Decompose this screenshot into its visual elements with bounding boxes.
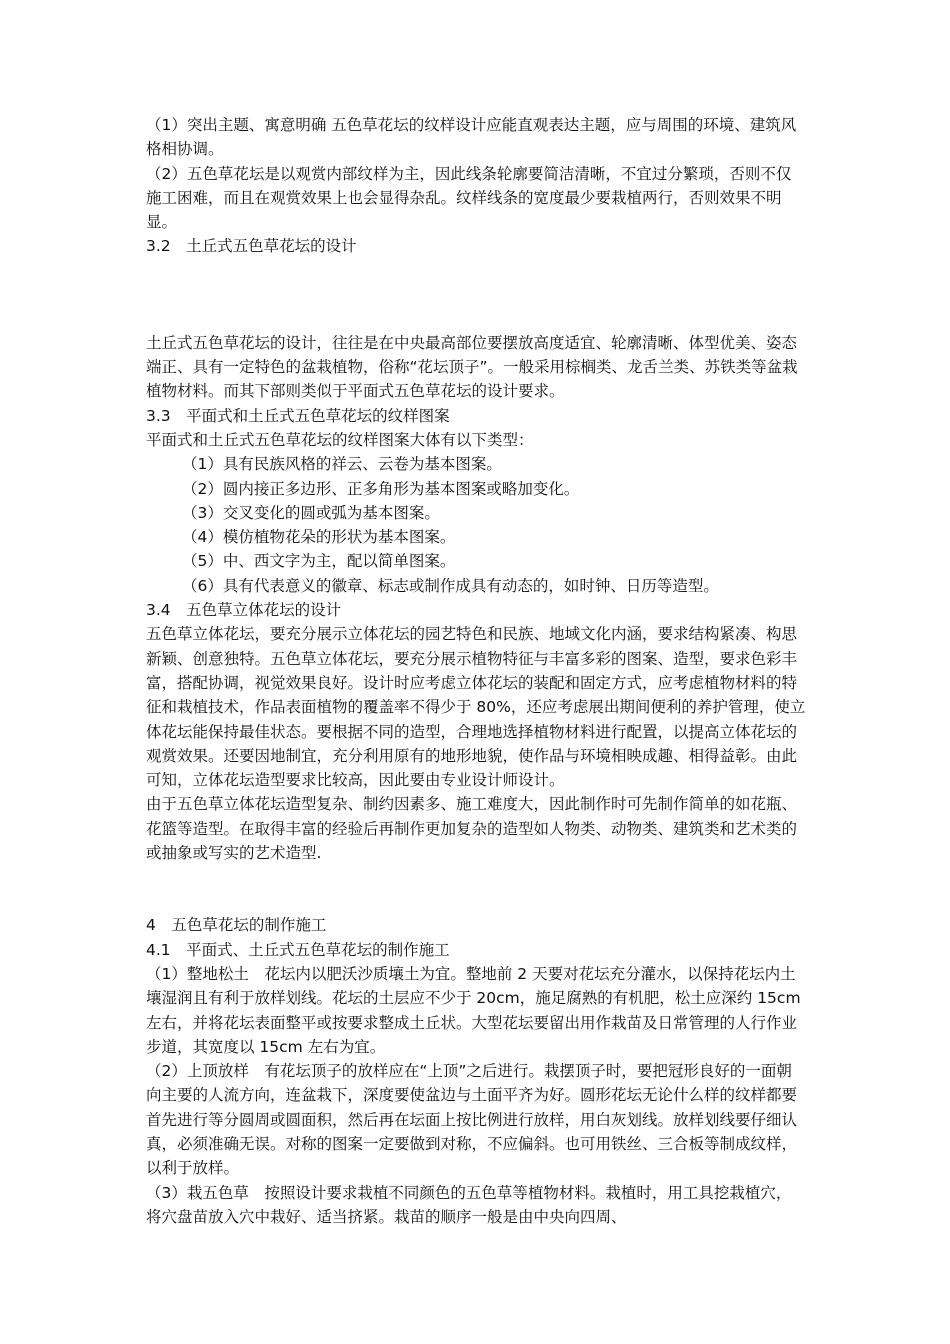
document-body [146,113,806,1229]
paragraph: （2）五色草花坛是以观赏内部纹样为主，因此线条轮廓要简洁清晰，不宜过分繁琐，否则不仅施工困难，而且在观赏效果上也会显得杂乱。纹样线条的宽度最少要栽植两行，否则效果不明显。 [146,164,792,232]
paragraph: （3）栽五色草 按照设计要求栽植不同颜色的五色草等植物材料。栽植时，用工具挖栽植穴，将穴盘苗放入穴中栽好、适当挤紧。栽苗的顺序一般是由中央向四周、 [146,1183,792,1226]
paragraph: 平面式和土丘式五色草花坛的纹样图案大体有以下类型： [146,430,534,449]
list-item: （3）交叉变化的圆或弧为基本图案。 [182,503,440,522]
section-heading: 4.1 平面式、土丘式五色草花坛的制作施工 [146,940,450,959]
paragraph: （1）突出主题、寓意明确 五色草花坛的纹样设计应能直观表达主题，应与周围的环境、建筑风格相协调。 [146,116,797,159]
section-gap [146,865,806,913]
section-heading: 3.3 平面式和土丘式五色草花坛的纹样图案 [146,406,450,425]
list-item: （2）圆内接正多边形、正多角形为基本图案或略加变化。 [182,479,580,498]
list-item: （5）中、西文字为主，配以简单图案。 [182,552,456,571]
section-heading: 3.2 土丘式五色草花坛的设计 [146,237,357,256]
list-item: （1）具有民族风格的祥云、云卷为基本图案。 [182,455,502,474]
section-gap [146,259,806,331]
section-heading: 4 五色草花坛的制作施工 [146,916,327,935]
paragraph: （2）上顶放样 有花坛顶子的放样应在“上顶”之后进行。栽摆顶子时，要把冠形良好的一面朝向主要的人流方向，连盆栽下，深度要使盆边与土面平齐为好。圆形花坛无论什么样的纹样都要首先进行等分圆周或圆面积，然后再在坛面上按比例进行放样，用白灰划线。放样划线要仔细认真，必须准确无误。对称的图案一定要做到对称，不应偏斜。也可用铁丝、三合板等制成纹样，以利于放样。 [146,1062,798,1178]
paragraph: （1）整地松土 花坛内以肥沃沙质壤土为宜。整地前 2 天要对花坛充分灌水，以保持花坛内土壤湿润且有利于放样划线。花坛的土层应不少于 20cm，施足腐熟的有机肥，松土应深约 15cm 左右，并将花坛表面整平或按要求整成土丘状。大型花坛要留出用作栽苗及日常管理的人行作业步道，其宽度以 15cm 左右为宜。 [146,964,801,1056]
list-item: （6）具有代表意义的徽章、标志或制作成具有动态的，如时钟、日历等造型。 [182,576,719,595]
list-item: （4）模仿植物花朵的形状为基本图案。 [182,528,456,547]
section-heading: 3.4 五色草立体花坛的设计 [146,601,342,620]
paragraph: 由于五色草立体花坛造型复杂、制约因素多、施工难度大，因此制作时可先制作简单的如花瓶、花篮等造型。在取得丰富的经验后再制作更加复杂的造型如人物类、动物类、建筑类和艺术类的或抽象或写实的艺术造型. [146,795,798,863]
paragraph: 土丘式五色草花坛的设计，往往是在中央最高部位要摆放高度适宜、轮廓清晰、体型优美、姿态端正、具有一定特色的盆栽植物，俗称“花坛顶子”。一般采用棕榈类、龙舌兰类、苏铁类等盆栽植物材料。而其下部则类似于平面式五色草花坛的设计要求。 [146,333,798,401]
paragraph: 五色草立体花坛，要充分展示立体花坛的园艺特色和民族、地域文化内涵，要求结构紧凑、构思新颖、创意独特。五色草立体花坛，要充分展示植物特征与丰富多彩的图案、造型，要求色彩丰富，搭配协调，视觉效果良好。设计时应考虑立体花坛的装配和固定方式，应考虑植物材料的特征和栽植技术，作品表面植物的覆盖率不得少于 80%，还应考虑展出期间便利的养护管理，使立体花坛能保持最佳状态。要根据不同的造型，合理地选择植物材料进行配置，以提高立体花坛的观赏效果。还要因地制宜，充分利用原有的地形地貌，使作品与环境相映成趣、相得益彰。由此可知，立体花坛造型要求比较高，因此要由专业设计师设计。 [146,625,806,790]
